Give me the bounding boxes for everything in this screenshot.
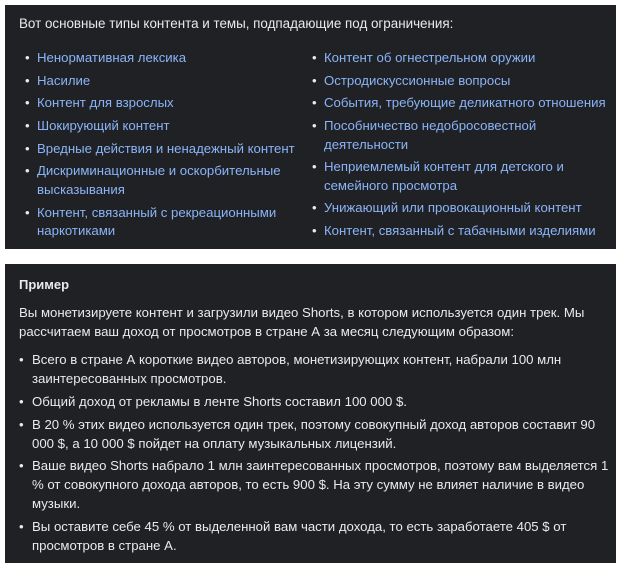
bullet-marker: • [19,393,24,409]
restricted-topic-link[interactable] [312,222,612,241]
restricted-topic-link-text[interactable]: Неприемлемый контент для детского и семейного просмотра [324,159,564,193]
example-step [19,415,609,453]
restricted-topic-link-text[interactable]: Ненормативная лексика [37,50,187,65]
bullet-marker: • [25,163,30,179]
example-step-text: Общий доход от рекламы в ленте Shorts составил 100 000 $. [32,393,407,409]
bullet-marker: • [25,204,30,220]
example-step [19,350,609,388]
example-step [19,517,609,555]
example-step-text: Вы оставите себе 45 % от выделенной вам части дохода, то есть заработаете 405 $ от просмотров в стране А. [32,519,567,554]
bullet-marker: • [19,352,24,367]
restricted-topic-link-text[interactable]: Контент для взрослых [37,95,174,111]
bullet-marker: • [19,416,24,432]
restricted-topic-link-text[interactable]: Унижающий или провокационный контент [324,200,582,216]
bullet-marker: • [19,458,24,474]
restricted-topic-link-text[interactable]: Контент, связанный с рекреационными наркотиками [37,204,277,239]
restricted-topic-link[interactable] [25,162,300,199]
example-steps-list [19,350,609,559]
example-step [19,392,609,411]
example-panel [5,264,616,563]
restricted-topic-link[interactable] [25,140,300,159]
bullet-marker: • [312,223,317,239]
restricted-topic-link-text[interactable]: Насилие [37,72,91,88]
restricted-topic-link[interactable] [312,72,612,91]
example-step [19,456,609,513]
restricted-topic-link[interactable] [25,94,300,113]
bullet-marker: • [312,72,317,88]
restricted-topic-link-text[interactable]: События, требующие деликатного отношения [324,95,606,111]
restricted-topics-right-list [312,49,612,245]
restricted-topic-link[interactable] [25,117,300,136]
bullet-marker: • [25,140,30,156]
restricted-topic-link[interactable] [312,117,612,154]
restricted-topic-link[interactable] [312,94,612,113]
restricted-topic-link-text[interactable]: Контент об огнестрельном оружии [324,50,536,65]
bullet-marker: • [25,118,30,134]
bullet-marker: • [312,50,317,65]
bullet-marker: • [312,159,317,175]
restricted-topic-link[interactable] [312,158,612,195]
bullet-marker: • [312,118,317,134]
example-step-text: Ваше видео Shorts набрало 1 млн заинтересованных просмотров, поэтому вам выделяется 1 % от совокупного дохода авторов, то есть 900 $. На эту сумму не влияет наличие в видео музыки. [32,458,609,512]
example-step-text: В 20 % этих видео используется один трек, поэтому совокупный доход авторов составит 90 000 $, а 10 000 $ пойдет на оплату музыкальных лицензий. [32,416,596,451]
restricted-topic-link[interactable] [25,72,300,91]
example-intro: Вы монетизируете контент и загрузили видео Shorts, в котором используется один трек. Мы рассчитаем ваш доход от просмотров в стране А за месяц следующим образом: [19,305,585,339]
restricted-topic-link[interactable] [312,199,612,218]
restricted-topics-left-list [25,49,300,245]
restricted-topic-link-text[interactable]: Дискриминационные и оскорбительные высказывания [37,163,281,197]
restricted-topic-link-text[interactable]: Пособничество недобросовестной деятельности [324,118,537,152]
bullet-marker: • [19,519,24,535]
restricted-topic-link[interactable] [312,49,612,68]
restricted-topic-link-text[interactable]: Контент, связанный с табачными изделиями [324,223,596,239]
restricted-topic-link[interactable] [25,204,300,241]
bullet-marker: • [25,72,30,88]
restricted-topics-panel [5,5,616,249]
restricted-topic-link[interactable] [25,49,300,68]
restricted-topic-link-text[interactable]: Шокирующий контент [37,118,170,134]
restricted-topic-link-text[interactable]: Остродискуссионные вопросы [324,72,511,88]
restricted-topics-intro: Вот основные типы контента и темы, подпадающие под ограничения: [19,16,454,31]
example-step-text: Всего в стране А короткие видео авторов, монетизирующих контент, набрали 100 млн заинтересованных просмотров. [32,352,562,386]
example-title: Пример [19,277,70,292]
bullet-marker: • [312,95,317,111]
bullet-marker: • [312,200,317,216]
bullet-marker: • [25,50,30,65]
bullet-marker: • [25,95,30,111]
restricted-topic-link-text[interactable]: Вредные действия и ненадежный контент [37,140,295,156]
